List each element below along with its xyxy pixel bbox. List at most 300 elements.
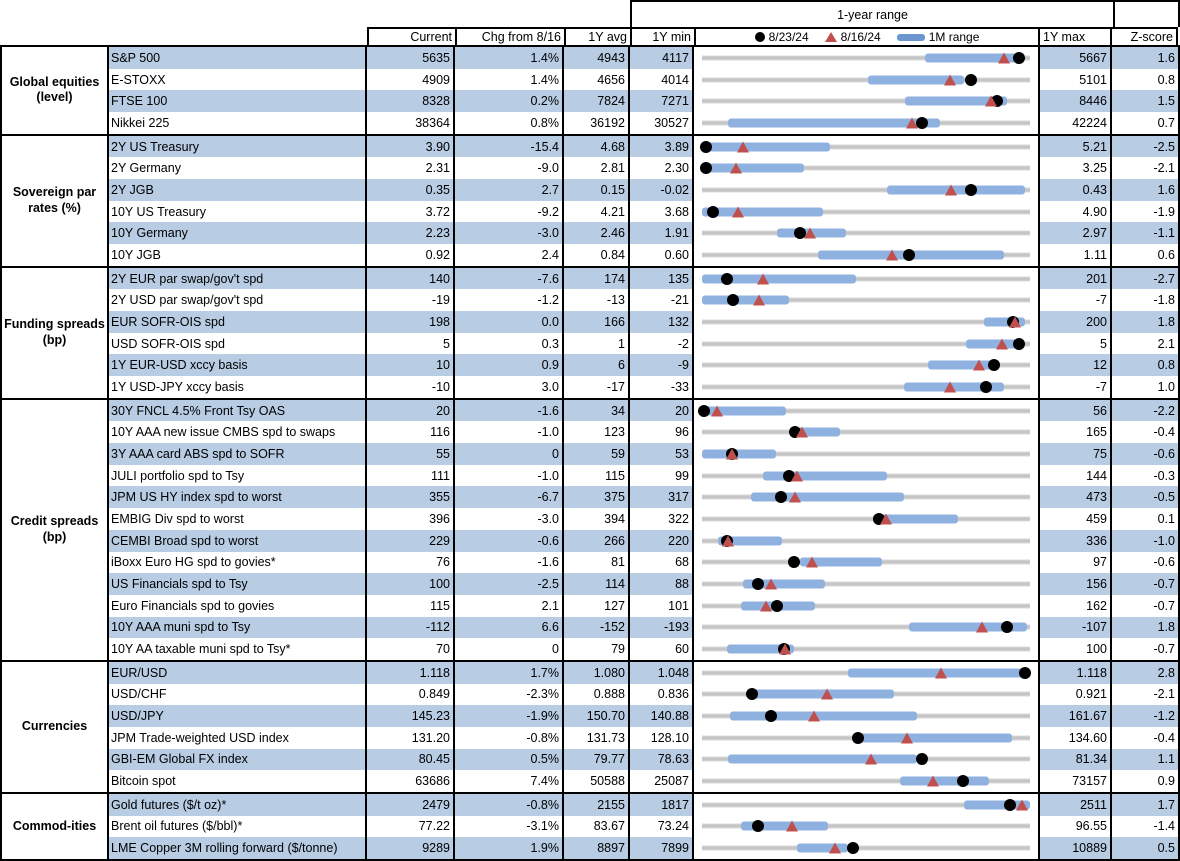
range-chart-plot	[702, 595, 1030, 617]
cell-current: 77.22	[367, 816, 455, 838]
cell-z-score: 0.8	[1112, 69, 1178, 91]
table-row	[109, 157, 1178, 179]
table-row	[109, 837, 1178, 859]
cell-1y-min: 2.30	[630, 157, 694, 179]
cell-1y-min: 78.63	[630, 749, 694, 771]
cell-current: 1.118	[367, 662, 455, 684]
cell-1y-max: 96.55	[1040, 816, 1112, 838]
cell-z-score: -0.7	[1112, 595, 1178, 617]
row-label: EMBIG Div spd to worst	[109, 508, 367, 530]
cell-1y-min: 322	[630, 508, 694, 530]
cell-chg-from-8-16: -9.0	[455, 157, 564, 179]
range-chart	[694, 400, 1040, 422]
cell-current: 20	[367, 400, 455, 422]
zscore-header-top-cell	[1113, 0, 1180, 27]
cell-z-score: 1.7	[1112, 794, 1178, 816]
cell-1y-avg: 50588	[564, 770, 630, 792]
cell-1y-min: -9	[630, 354, 694, 376]
dot-marker-8-23	[980, 381, 992, 393]
cell-z-score: 0.8	[1112, 354, 1178, 376]
header-spacer-2	[0, 27, 367, 45]
one-month-range-bar	[763, 471, 888, 480]
cell-current: 115	[367, 595, 455, 617]
one-month-range-bar	[728, 755, 917, 764]
cell-chg-from-8-16: -2.3%	[455, 684, 564, 706]
range-chart	[694, 354, 1040, 376]
cell-z-score: -2.7	[1112, 268, 1178, 290]
cell-1y-avg: 79	[564, 638, 630, 660]
triangle-marker-8-16	[1016, 799, 1028, 810]
triangle-marker-8-16	[786, 821, 798, 832]
cell-1y-min: 99	[630, 465, 694, 487]
one-month-range-bar	[702, 207, 823, 216]
table-row	[109, 376, 1178, 398]
cell-1y-avg: 166	[564, 311, 630, 333]
cell-chg-from-8-16: 1.4%	[455, 69, 564, 91]
cell-1y-avg: 4656	[564, 69, 630, 91]
cell-1y-avg: 59	[564, 443, 630, 465]
table-row	[109, 727, 1178, 749]
cell-1y-min: 88	[630, 573, 694, 595]
cell-current: 100	[367, 573, 455, 595]
range-chart-plot	[702, 268, 1030, 290]
cell-1y-min: 30527	[630, 112, 694, 134]
cell-chg-from-8-16: -1.6	[455, 552, 564, 574]
cell-1y-avg: 266	[564, 530, 630, 552]
cell-current: 76	[367, 552, 455, 574]
cell-chg-from-8-16: 6.6	[455, 617, 564, 639]
cell-1y-max: 459	[1040, 508, 1112, 530]
dot-marker-8-23	[1013, 338, 1025, 350]
cell-1y-avg: 8897	[564, 837, 630, 859]
cell-current: 396	[367, 508, 455, 530]
cell-1y-max: 473	[1040, 486, 1112, 508]
column-header-z-score: Z-score	[1110, 27, 1178, 45]
cell-1y-avg: -17	[564, 376, 630, 398]
cell-chg-from-8-16: 2.7	[455, 179, 564, 201]
triangle-marker-8-16	[765, 579, 777, 590]
cell-z-score: 0.9	[1112, 770, 1178, 792]
dot-marker-8-23	[1001, 621, 1013, 633]
cell-1y-max: 1.118	[1040, 662, 1112, 684]
cell-z-score: 0.1	[1112, 508, 1178, 530]
triangle-marker-8-16	[760, 600, 772, 611]
cell-1y-avg: -152	[564, 617, 630, 639]
triangle-marker-8-16	[821, 689, 833, 700]
cell-1y-min: -193	[630, 617, 694, 639]
dot-marker-8-23	[957, 775, 969, 787]
row-label: Brent oil futures ($/bbl)*	[109, 816, 367, 838]
row-label: 10Y Germany	[109, 222, 367, 244]
cell-z-score: -1.4	[1112, 816, 1178, 838]
cell-chg-from-8-16: 1.7%	[455, 662, 564, 684]
cell-z-score: -2.5	[1112, 136, 1178, 158]
cell-current: 0.849	[367, 684, 455, 706]
cell-current: 0.92	[367, 244, 455, 266]
row-label: 10Y AAA muni spd to Tsy	[109, 617, 367, 639]
cell-1y-max: 5.21	[1040, 136, 1112, 158]
cell-1y-min: 0.60	[630, 244, 694, 266]
range-chart-plot	[702, 421, 1030, 443]
dot-marker-8-23	[700, 162, 712, 174]
row-label: Nikkei 225	[109, 112, 367, 134]
cell-1y-min: 3.68	[630, 201, 694, 223]
cell-1y-min: 1.91	[630, 222, 694, 244]
cell-1y-min: 7899	[630, 837, 694, 859]
range-chart-plot	[702, 816, 1030, 838]
cell-1y-min: 4014	[630, 69, 694, 91]
cell-1y-max: 5101	[1040, 69, 1112, 91]
table-row	[109, 530, 1178, 552]
row-label: FTSE 100	[109, 90, 367, 112]
cell-z-score: 2.8	[1112, 662, 1178, 684]
header-row-1	[0, 0, 1180, 27]
cell-current: 2.23	[367, 222, 455, 244]
row-label: iBoxx Euro HG spd to govies*	[109, 552, 367, 574]
range-chart-plot	[702, 573, 1030, 595]
range-chart-plot	[702, 333, 1030, 355]
cell-current: 198	[367, 311, 455, 333]
cell-current: 131.20	[367, 727, 455, 749]
legend-item-triangle	[825, 30, 881, 44]
range-track	[702, 77, 1030, 82]
triangle-legend-icon	[825, 32, 837, 42]
cell-z-score: 1.8	[1112, 311, 1178, 333]
section-category-line: (bp)	[42, 332, 67, 347]
cell-1y-avg: 4.21	[564, 201, 630, 223]
cell-1y-min: 68	[630, 552, 694, 574]
cell-z-score: -1.0	[1112, 530, 1178, 552]
cell-1y-max: 5	[1040, 333, 1112, 355]
table-row	[109, 794, 1178, 816]
row-label: EUR SOFR-OIS spd	[109, 311, 367, 333]
cell-chg-from-8-16: 7.4%	[455, 770, 564, 792]
range-chart	[694, 662, 1040, 684]
cell-chg-from-8-16: -9.2	[455, 201, 564, 223]
cell-chg-from-8-16: 0	[455, 638, 564, 660]
one-month-range-bar	[730, 712, 917, 721]
range-track	[702, 231, 1030, 236]
range-chart-plot	[702, 749, 1030, 771]
section-rows	[109, 400, 1178, 660]
legend-item-dot	[755, 30, 809, 44]
cell-z-score: -0.5	[1112, 486, 1178, 508]
column-header-1y-avg: 1Y avg	[564, 27, 632, 45]
cell-z-score: -2.1	[1112, 684, 1178, 706]
table-row	[109, 69, 1178, 91]
cell-chg-from-8-16: 0.3	[455, 333, 564, 355]
dot-marker-8-23	[903, 249, 915, 261]
table-row	[109, 749, 1178, 771]
dot-marker-8-23	[965, 74, 977, 86]
cell-chg-from-8-16: 1.4%	[455, 47, 564, 69]
cell-current: -10	[367, 376, 455, 398]
cell-z-score: -0.4	[1112, 727, 1178, 749]
cell-chg-from-8-16: -1.6	[455, 400, 564, 422]
cell-1y-min: 101	[630, 595, 694, 617]
table-row	[109, 112, 1178, 134]
cell-chg-from-8-16: -0.8%	[455, 794, 564, 816]
cell-1y-min: 3.89	[630, 136, 694, 158]
cell-1y-avg: 4.68	[564, 136, 630, 158]
dot-marker-8-23	[775, 491, 787, 503]
cell-z-score: -1.2	[1112, 705, 1178, 727]
cell-current: 116	[367, 421, 455, 443]
triangle-marker-8-16	[935, 667, 947, 678]
cell-z-score: 1.0	[1112, 376, 1178, 398]
range-chart	[694, 47, 1040, 69]
triangle-marker-8-16	[998, 52, 1010, 63]
section	[2, 47, 1178, 134]
triangle-marker-8-16	[730, 163, 742, 174]
cell-chg-from-8-16: 0.8%	[455, 112, 564, 134]
cell-current: 229	[367, 530, 455, 552]
cell-chg-from-8-16: 0.5%	[455, 749, 564, 771]
cell-chg-from-8-16: -2.5	[455, 573, 564, 595]
cell-1y-avg: 1.080	[564, 662, 630, 684]
cell-1y-max: 201	[1040, 268, 1112, 290]
range-chart	[694, 201, 1040, 223]
row-label: JULI portfolio spd to Tsy	[109, 465, 367, 487]
dot-marker-8-23	[965, 184, 977, 196]
cell-z-score: 1.1	[1112, 749, 1178, 771]
dot-marker-8-23	[847, 842, 859, 854]
triangle-marker-8-16	[985, 96, 997, 107]
cell-current: 355	[367, 486, 455, 508]
cell-1y-min: 7271	[630, 90, 694, 112]
range-chart-plot	[702, 311, 1030, 333]
range-track	[702, 846, 1030, 851]
cell-1y-min: 25087	[630, 770, 694, 792]
range-track	[702, 430, 1030, 435]
table-row	[109, 684, 1178, 706]
cell-1y-avg: 174	[564, 268, 630, 290]
dot-marker-8-23	[765, 710, 777, 722]
range-chart-plot	[702, 486, 1030, 508]
cell-chg-from-8-16: 2.4	[455, 244, 564, 266]
cell-1y-min: 317	[630, 486, 694, 508]
cell-1y-avg: 0.84	[564, 244, 630, 266]
section	[2, 266, 1178, 398]
cell-1y-avg: 6	[564, 354, 630, 376]
row-label: 2Y JGB	[109, 179, 367, 201]
range-chart	[694, 816, 1040, 838]
cell-1y-avg: -13	[564, 289, 630, 311]
table-row	[109, 770, 1178, 792]
table-row	[109, 311, 1178, 333]
row-label: USD/CHF	[109, 684, 367, 706]
cell-1y-max: 97	[1040, 552, 1112, 574]
table-row	[109, 465, 1178, 487]
cell-1y-min: -33	[630, 376, 694, 398]
range-chart	[694, 136, 1040, 158]
range-chart-plot	[702, 465, 1030, 487]
dot-marker-8-23	[852, 732, 864, 744]
cell-current: 8328	[367, 90, 455, 112]
range-chart-plot	[702, 552, 1030, 574]
row-label: 2Y EUR par swap/gov't spd	[109, 268, 367, 290]
triangle-marker-8-16	[880, 513, 892, 524]
cell-chg-from-8-16: -1.2	[455, 289, 564, 311]
legend-item-1m-range	[897, 30, 980, 44]
row-label: EUR/USD	[109, 662, 367, 684]
section-category-line: Funding spreads	[4, 317, 105, 332]
cell-current: 10	[367, 354, 455, 376]
cell-chg-from-8-16: -7.6	[455, 268, 564, 290]
range-chart	[694, 376, 1040, 398]
cell-1y-avg: 375	[564, 486, 630, 508]
dot-marker-8-23	[988, 359, 1000, 371]
cell-1y-avg: 394	[564, 508, 630, 530]
range-chart	[694, 222, 1040, 244]
table-row	[109, 816, 1178, 838]
cell-current: 2479	[367, 794, 455, 816]
cell-current: 9289	[367, 837, 455, 859]
cell-1y-max: 162	[1040, 595, 1112, 617]
row-label: JPM US HY index spd to worst	[109, 486, 367, 508]
cell-current: 0.35	[367, 179, 455, 201]
triangle-marker-8-16	[886, 249, 898, 260]
row-label: E-STOXX	[109, 69, 367, 91]
cell-1y-avg: 0.15	[564, 179, 630, 201]
table-row	[109, 400, 1178, 422]
cell-1y-min: 96	[630, 421, 694, 443]
table-row	[109, 552, 1178, 574]
table-row	[109, 662, 1178, 684]
cell-current: 63686	[367, 770, 455, 792]
section	[2, 398, 1178, 660]
cell-chg-from-8-16: -6.7	[455, 486, 564, 508]
dot-legend-icon	[755, 32, 765, 42]
section	[2, 660, 1178, 792]
range-chart	[694, 638, 1040, 660]
section-category	[2, 136, 109, 266]
cell-1y-min: 53	[630, 443, 694, 465]
cell-1y-min: -2	[630, 333, 694, 355]
row-label: JPM Trade-weighted USD index	[109, 727, 367, 749]
range-chart	[694, 705, 1040, 727]
section-category-line: (level)	[36, 90, 73, 105]
dot-marker-8-23	[721, 273, 733, 285]
triangle-marker-8-16	[944, 74, 956, 85]
triangle-marker-8-16	[753, 295, 765, 306]
range-chart-plot	[702, 136, 1030, 158]
section	[2, 134, 1178, 266]
cell-z-score: 1.6	[1112, 179, 1178, 201]
cell-chg-from-8-16: -1.9%	[455, 705, 564, 727]
range-chart-plot	[702, 354, 1030, 376]
cell-z-score: -2.2	[1112, 400, 1178, 422]
cell-chg-from-8-16: 0.2%	[455, 90, 564, 112]
range-chart-plot	[702, 662, 1030, 684]
cell-1y-max: 81.34	[1040, 749, 1112, 771]
table-row	[109, 705, 1178, 727]
cell-1y-min: -0.02	[630, 179, 694, 201]
triangle-marker-8-16	[757, 273, 769, 284]
cell-z-score: -1.1	[1112, 222, 1178, 244]
table-row	[109, 486, 1178, 508]
range-chart-plot	[702, 705, 1030, 727]
range-chart	[694, 595, 1040, 617]
range-chart	[694, 486, 1040, 508]
cell-z-score: -0.7	[1112, 573, 1178, 595]
range-chart	[694, 289, 1040, 311]
cell-1y-min: 1.048	[630, 662, 694, 684]
cell-z-score: 2.1	[1112, 333, 1178, 355]
range-chart-plot	[702, 638, 1030, 660]
cell-1y-min: 4117	[630, 47, 694, 69]
range-track	[702, 319, 1030, 324]
row-label: 10Y AAA new issue CMBS spd to swaps	[109, 421, 367, 443]
cell-1y-max: 12	[1040, 354, 1112, 376]
table-row	[109, 136, 1178, 158]
cell-chg-from-8-16: -15.4	[455, 136, 564, 158]
range-chart-plot	[702, 157, 1030, 179]
cell-1y-max: 165	[1040, 421, 1112, 443]
table-row	[109, 333, 1178, 355]
triangle-marker-8-16	[976, 622, 988, 633]
range-chart-plot	[702, 837, 1030, 859]
cell-current: -19	[367, 289, 455, 311]
cell-z-score: -0.6	[1112, 443, 1178, 465]
one-month-range-bar	[702, 296, 789, 305]
cell-1y-avg: 79.77	[564, 749, 630, 771]
range-chart	[694, 465, 1040, 487]
table-row	[109, 222, 1178, 244]
cell-chg-from-8-16: -0.8%	[455, 727, 564, 749]
range-chart-plot	[702, 617, 1030, 639]
cell-1y-avg: 7824	[564, 90, 630, 112]
triangle-marker-8-16	[808, 711, 820, 722]
section-category-line: (bp)	[42, 529, 67, 544]
cell-current: 3.72	[367, 201, 455, 223]
dot-marker-8-23	[707, 206, 719, 218]
cell-1y-avg: 36192	[564, 112, 630, 134]
cell-z-score: -0.3	[1112, 465, 1178, 487]
cell-z-score: 0.6	[1112, 244, 1178, 266]
one-month-range-bar	[702, 142, 830, 151]
triangle-marker-8-16	[901, 732, 913, 743]
range-chart-plot	[702, 201, 1030, 223]
one-year-range-title: 1-year range	[837, 7, 908, 22]
triangle-marker-8-16	[829, 843, 841, 854]
cell-current: 111	[367, 465, 455, 487]
dot-marker-8-23	[788, 556, 800, 568]
triangle-marker-8-16	[779, 644, 791, 655]
table-row	[109, 443, 1178, 465]
cell-1y-avg: 81	[564, 552, 630, 574]
one-month-range-bar	[702, 449, 776, 458]
dot-marker-8-23	[771, 600, 783, 612]
range-chart	[694, 837, 1040, 859]
triangle-marker-8-16	[711, 405, 723, 416]
dot-marker-8-23	[1013, 52, 1025, 64]
row-label: 3Y AAA card ABS spd to SOFR	[109, 443, 367, 465]
row-label: Euro Financials spd to govies	[109, 595, 367, 617]
column-header-chg: Chg from 8/16	[455, 27, 566, 45]
row-label: GBI-EM Global FX index	[109, 749, 367, 771]
row-label: 10Y US Treasury	[109, 201, 367, 223]
range-chart-plot	[702, 530, 1030, 552]
range-chart	[694, 69, 1040, 91]
range-chart	[694, 530, 1040, 552]
cell-z-score: -1.8	[1112, 289, 1178, 311]
section-category-line: Currencies	[21, 719, 88, 734]
one-month-range-bar	[858, 733, 1012, 742]
dot-marker-8-23	[727, 294, 739, 306]
cell-1y-avg: 115	[564, 465, 630, 487]
range-chart	[694, 749, 1040, 771]
